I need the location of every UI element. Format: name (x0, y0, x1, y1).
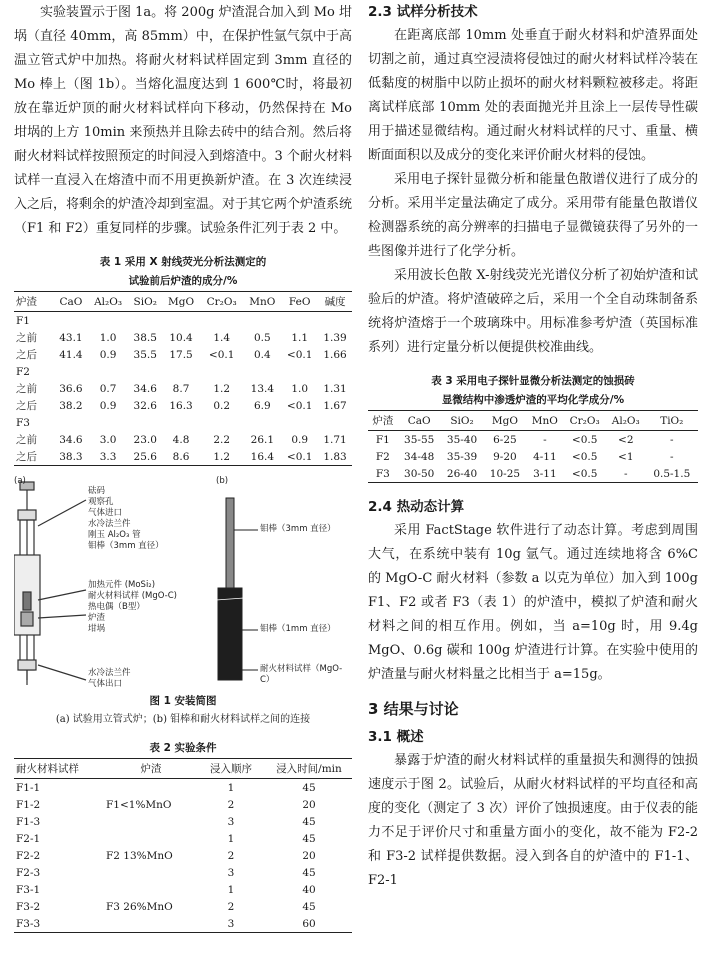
table2-cell-slag (106, 864, 196, 881)
table2-cell-sample: F1-1 (16, 781, 41, 794)
figure1a-label: 刚玉 Al₂O₃ 管 (88, 530, 141, 540)
table3-cell: 10-25 (489, 467, 521, 480)
table2-row (14, 830, 352, 847)
table2-cell-time: 45 (302, 832, 316, 845)
table2-row (14, 796, 352, 813)
table2-cell-slag (106, 813, 196, 830)
table2-caption: 表 2 实验条件 (149, 742, 217, 754)
table3-header: MnO (526, 411, 563, 431)
table1-cell: 0.5 (253, 331, 271, 344)
table3-header: CaO (398, 411, 441, 431)
table1-cell: <0.1 (286, 399, 313, 412)
table1-caption-line1: 表 1 采用 X 射线荧光分析法测定的 (99, 256, 267, 268)
table1-row-label: 之后 (16, 451, 37, 463)
table1-header: Cr₂O₃ (200, 292, 244, 312)
table2-cell-sample: F1-2 (16, 798, 41, 811)
table2-header: 浸入顺序 (196, 759, 266, 779)
table2-header: 浸入时间/min (266, 759, 352, 779)
table1-cell (243, 363, 281, 380)
table1-cell: 41.4 (59, 348, 83, 361)
table1-cell (200, 414, 244, 431)
table1-cell: 23.0 (133, 433, 157, 446)
table3-cell: - (670, 433, 674, 446)
table1-row (14, 329, 352, 346)
table2-block (14, 739, 352, 933)
table3-cell: F1 (375, 433, 390, 446)
figure1 (14, 476, 352, 735)
table1-cell: <0.1 (286, 450, 313, 463)
table1-header: 碱度 (318, 292, 352, 312)
table1-cell (162, 414, 200, 431)
table3-cell: 34-48 (404, 450, 435, 463)
table1-cell: <0.1 (286, 348, 313, 361)
table3-cell: F3 (375, 467, 390, 480)
section-2-3-heading: 2.3 试样分析技术 (368, 4, 478, 20)
table1-cell (128, 414, 162, 431)
table1-header: SiO₂ (128, 292, 162, 312)
table2 (14, 758, 352, 933)
table1-cell: 25.6 (133, 450, 157, 463)
table3-cell: 35-39 (446, 450, 478, 463)
xrf-paragraph: 采用波长色散 X-射线荧光光谱仪分析了初始炉渣和试验后的炉渣。将炉渣破碎之后，采用一个全自动珠制备系统将炉渣熔于一个玻璃珠中。用标准参考炉渣（英国标准系列）进行定量分析以便提供校准曲线。 (368, 268, 698, 355)
figure1-label-a: (a) (14, 476, 26, 486)
figure1-drawing (14, 480, 352, 690)
table1-cell: 3.3 (99, 450, 117, 463)
table1-header: MgO (162, 292, 200, 312)
table1-body (14, 312, 352, 466)
table2-cell-slag (106, 830, 196, 847)
table2-cell-sample: F3-2 (16, 900, 41, 913)
table1-cell: 13.4 (250, 382, 275, 395)
table1-caption-line2: 试验前后炉渣的成分/% (128, 275, 238, 287)
table1-row (14, 380, 352, 397)
table2-cell-slag (106, 915, 196, 933)
table1-cell: 38.3 (59, 450, 83, 463)
table1-row-label: F2 (16, 365, 30, 378)
table3-header: Cr₂O₃ (563, 411, 606, 431)
table1-cell (200, 363, 244, 380)
table1-cell: 1.2 (213, 450, 231, 463)
table1-row (14, 346, 352, 363)
table2-cell-slag (106, 779, 196, 797)
table1-cell (128, 312, 162, 330)
table2-cell-order: 2 (227, 849, 235, 862)
table2-cell-sample: F2-3 (16, 866, 41, 879)
right-column (368, 0, 698, 893)
figure1a-label: 气体进口 (88, 508, 123, 518)
table2-row (14, 898, 352, 915)
table1-cell: 1.1 (291, 331, 309, 344)
table1-cell (243, 312, 281, 330)
table2-row (14, 864, 352, 881)
table3-header: TiO₂ (646, 411, 698, 431)
table1-header-row (14, 292, 352, 312)
table1-row-label: 之前 (16, 434, 37, 446)
table1-cell: 6.9 (253, 399, 271, 412)
table3-cell: 35-40 (446, 433, 478, 446)
figure1a-label: 砝码 (88, 486, 106, 496)
table1-cell (318, 414, 352, 431)
table2-header: 耐火材料试样 (14, 759, 106, 779)
table3-cell: - (670, 450, 674, 463)
table1-cell (54, 414, 88, 431)
left-column (14, 0, 352, 933)
table1-row-label: F1 (16, 314, 30, 327)
table2-cell-time: 45 (302, 866, 316, 879)
figure1a-label: 水冷法兰件 (88, 668, 131, 678)
table3-cell: 4-11 (533, 450, 557, 463)
table1-block (14, 253, 352, 466)
table3-header: SiO₂ (441, 411, 484, 431)
figure1a-label: 钼棒（3mm 直径） (88, 541, 164, 551)
section-3-1-heading: 3.1 概述 (368, 729, 424, 745)
table1-row-label: 之前 (16, 332, 37, 344)
table1-cell (88, 363, 128, 380)
table3-cell: F2 (375, 450, 390, 463)
table1-row-label: 之后 (16, 349, 37, 361)
figure1-subcaption: (a) 试验用立管式炉；(b) 钼棒和耐火材料试样之间的连接 (55, 714, 311, 725)
table1 (14, 291, 352, 466)
table1-cell: 2.2 (213, 433, 231, 446)
table3-body (368, 431, 698, 483)
figure1a-labels-lower (88, 580, 177, 635)
table1-cell: 0.4 (253, 348, 271, 361)
figure1a-label: 炉渣 (88, 613, 106, 623)
table1-cell (128, 363, 162, 380)
table2-cell-time: 45 (302, 781, 316, 794)
table3-cell: - (623, 467, 628, 480)
table1-cell: 1.67 (323, 399, 347, 412)
table1-cell (88, 414, 128, 431)
table1-header: MnO (243, 292, 281, 312)
table1-header: 炉渣 (14, 292, 54, 312)
figure1a-label: 观察孔 (88, 497, 114, 507)
figure1b-label: 钼棒（3mm 直径） (260, 524, 336, 534)
table1-header: FeO (281, 292, 318, 312)
table1-cell: 32.6 (133, 399, 157, 412)
table1-cell: 1.2 (213, 382, 231, 395)
table3-cell: 6-25 (493, 433, 517, 446)
table1-row (14, 414, 352, 431)
table1-cell: 26.1 (250, 433, 275, 446)
table1-row-label: 之后 (16, 400, 37, 412)
table1-cell: 17.5 (169, 348, 193, 361)
table1-row (14, 431, 352, 448)
table1-cell: 1.39 (323, 331, 347, 344)
table3-header-row (368, 411, 698, 431)
table1-cell: 0.9 (99, 348, 117, 361)
table1-cell: 10.4 (169, 331, 193, 344)
table1-cell: 0.9 (291, 433, 309, 446)
figure1a-label: 坩埚 (88, 624, 106, 634)
table1-cell: 0.7 (99, 382, 117, 395)
table2-header-row (14, 759, 352, 779)
table3-cell: 26-40 (446, 467, 478, 480)
table1-cell: 16.4 (250, 450, 275, 463)
figure1b-label: 耐火材料试样（MgO-C） (260, 664, 343, 685)
table2-cell-slag: F2 13%MnO (106, 849, 173, 862)
figure1a-labels (88, 486, 164, 552)
table3-row (368, 448, 698, 465)
tube-furnace-diagram (14, 482, 86, 685)
table1-header: CaO (54, 292, 88, 312)
table2-cell-slag: F1<1%MnO (106, 798, 172, 811)
section-3-heading: 3 结果与讨论 (368, 700, 459, 718)
table2-cell-time: 45 (302, 815, 316, 828)
table1-cell: 34.6 (133, 382, 157, 395)
table2-cell-time: 40 (302, 883, 316, 896)
table1-row (14, 397, 352, 414)
table1-cell: 43.1 (59, 331, 83, 344)
table1-row (14, 448, 352, 466)
table1-cell: 38.5 (133, 331, 157, 344)
table1-header: Al₂O₃ (88, 292, 128, 312)
table2-cell-order: 2 (227, 900, 235, 913)
table2-cell-order: 3 (227, 815, 235, 828)
table3-cell: 9-20 (493, 450, 517, 463)
table1-cell (243, 414, 281, 431)
table2-cell-sample: F1-3 (16, 815, 41, 828)
table1-cell: 1.0 (99, 331, 117, 344)
table1-cell: 4.8 (172, 433, 190, 446)
table3-row (368, 465, 698, 483)
table2-cell-sample: F2-2 (16, 849, 41, 862)
table3-header: Al₂O₃ (606, 411, 646, 431)
table1-cell: 1.71 (323, 433, 347, 446)
rod-sample-connection-diagram (216, 498, 258, 680)
table3 (368, 410, 698, 483)
table1-cell: 38.2 (59, 399, 83, 412)
figure1a-label: 热电偶（B型） (88, 602, 145, 612)
table1-cell (162, 363, 200, 380)
table1-cell: 34.6 (59, 433, 83, 446)
epma-paragraph: 采用电子探针显微分析和能量色散谱仪进行了成分的分析。采用半定量法确定了成分。采用带有能量色散谱仪检测器系统的高分辨率的扫描电子显微镜获得了另外的一些图像并进行了化学分析。 (368, 172, 698, 259)
table3-cell: 3-11 (533, 467, 557, 480)
table2-row (14, 881, 352, 898)
table1-cell: 1.83 (323, 450, 347, 463)
table3-caption-line2: 显微结构中渗透炉渣的平均化学成分/% (441, 394, 625, 406)
table3-caption-line1: 表 3 采用电子探针显微分析法测定的蚀损砖 (431, 375, 635, 387)
table3-row (368, 431, 698, 449)
experiment-paragraph: 实验装置示于图 1a。将 200g 炉渣混合加入到 Mo 坩埚（直径 40mm，高 85mm）中，在保护性氩气氛中于高温立管式炉中加热。将耐火材料试样固定到 3mm 直径的 Mo 棒上（图 1b）。当熔化温度达到 1 600℃时，将最初放在靠近炉顶的耐火材料试样向下移动，仍然保持在 Mo 坩埚的上方 10min 来预热并且除去砖中的结合剂。然后将耐火材料试样按照预定的时间浸入到熔渣中。3 个耐火材料试样一直浸入在熔渣中而不用更换新炉渣。在 3 次连续浸入之后，将剩余的炉渣冷却到室温。对于其它两个炉渣系统（F1 和 F2）重复同样的步骤。试验条件汇列于表 2 中。 (14, 5, 353, 236)
table1-cell: 3.0 (99, 433, 117, 446)
table1-cell (54, 312, 88, 330)
table1-cell: 0.9 (99, 399, 117, 412)
table2-cell-order: 1 (227, 832, 235, 845)
table1-cell: 1.31 (323, 382, 347, 395)
table1-cell: 1.4 (213, 331, 231, 344)
table2-row (14, 779, 352, 797)
table2-body (14, 779, 352, 933)
figure1a-label: 气体出口 (88, 679, 123, 689)
figure1a-labels-bottom (88, 668, 131, 690)
table3-cell: <0.5 (571, 467, 598, 480)
table1-cell: 8.6 (172, 450, 190, 463)
table1-cell (162, 312, 200, 330)
table2-cell-order: 1 (227, 883, 235, 896)
table1-cell: <0.1 (208, 348, 235, 361)
table3-header: 炉渣 (368, 411, 398, 431)
table2-row (14, 847, 352, 864)
table3-cell: 30-50 (404, 467, 435, 480)
figure1-caption: 图 1 安装简图 (149, 695, 217, 707)
table1-row-label: F3 (16, 416, 30, 429)
table3-cell: 0.5-1.5 (653, 467, 691, 480)
table3-cell: - (543, 433, 547, 446)
table3-header: MgO (483, 411, 526, 431)
table1-cell (54, 363, 88, 380)
table1-cell: 35.5 (133, 348, 157, 361)
table2-cell-sample: F2-1 (16, 832, 41, 845)
table2-header: 炉渣 (106, 759, 196, 779)
table1-cell: 0.2 (213, 399, 231, 412)
table3-block (368, 372, 698, 483)
table2-row (14, 915, 352, 933)
table3-cell: <0.5 (571, 450, 598, 463)
table1-cell (318, 312, 352, 330)
overview-paragraph: 暴露于炉渣的耐火材料试样的重量损失和测得的蚀损速度示于图 2。试验后，从耐火材料试样的平均直径和高度的变化（测定了 3 次）评价了蚀损速度。由于仪表的能力不足于评价尺寸和重量方面小的变化，故不能为 F2-2 和 F3-2 试样提供数据。浸入到各自的炉渣中的 F1-1、F2-1 (368, 753, 698, 888)
table3-cell: <1 (618, 450, 634, 463)
table2-cell-time: 45 (302, 900, 316, 913)
table2-cell-time: 20 (302, 798, 316, 811)
table2-cell-order: 3 (227, 917, 235, 930)
table1-cell (281, 312, 318, 330)
analysis-paragraph: 在距离底部 10mm 处垂直于耐火材料和炉渣界面处切割之前，通过真空浸渍将侵蚀过的耐火材料试样冷装在低黏度的树脂中以防止损坏的耐火材料颗粒被移走。将距离试样底部 10mm 处的表面抛光并且涂上一层传导性碳用于描述显微结构。通过耐火材料试样的尺寸、重量、横断面面积以及成分的变化来评价耐火材料的侵蚀。 (368, 28, 698, 163)
table3-cell: <2 (618, 433, 634, 446)
table2-cell-slag: F3 26%MnO (106, 900, 173, 913)
section-2-4-heading: 2.4 热动态计算 (368, 499, 465, 515)
table2-cell-sample: F3-3 (16, 917, 41, 930)
table2-cell-order: 2 (227, 798, 235, 811)
table1-cell: 1.66 (323, 348, 347, 361)
table1-row-label: 之前 (16, 383, 37, 395)
figure1a-label: 加热元件 (MoSi₂) (88, 580, 156, 590)
table3-cell: 35-55 (404, 433, 435, 446)
table1-cell (318, 363, 352, 380)
figure1a-label: 耐火材料试样 (MgO-C) (88, 591, 177, 601)
table2-cell-sample: F3-1 (16, 883, 41, 896)
table2-row (14, 813, 352, 830)
table2-cell-time: 20 (302, 849, 316, 862)
table2-cell-slag (106, 881, 196, 898)
table1-cell: 1.0 (291, 382, 309, 395)
table1-row (14, 363, 352, 380)
table2-cell-order: 3 (227, 866, 235, 879)
table1-cell (281, 363, 318, 380)
table1-cell: 16.3 (169, 399, 193, 412)
table1-cell: 36.6 (59, 382, 83, 395)
figure1b-label: 钼棒（1mm 直径） (260, 624, 336, 634)
table1-cell: 8.7 (172, 382, 190, 395)
table1-cell (281, 414, 318, 431)
table1-cell (88, 312, 128, 330)
figure1a-label: 水冷法兰件 (88, 519, 131, 529)
table2-cell-order: 1 (227, 781, 235, 794)
thermo-paragraph: 采用 FactStage 软件进行了动态计算。考虑到周围大气，在系统中装有 10g 氩气。通过连续地将含 6%C 的 MgO-C 耐火材料（参数 a 以克为单位）加入到 100g F1、F2 或者 F3（表 1）的炉渣中，模拟了炉渣和耐火材料之间的相互作用。例如，当 a=10g 时，用 9.4g MgO、0.6g 碳和 100g 炉渣进行计算。在实验中使用的炉渣量与耐火材料量之比相当于 a=15g。 (368, 523, 698, 682)
table1-cell (200, 312, 244, 330)
table2-cell-time: 60 (302, 917, 316, 930)
figure1-label-b: (b) (216, 476, 229, 486)
table1-row (14, 312, 352, 330)
table3-cell: <0.5 (571, 433, 598, 446)
